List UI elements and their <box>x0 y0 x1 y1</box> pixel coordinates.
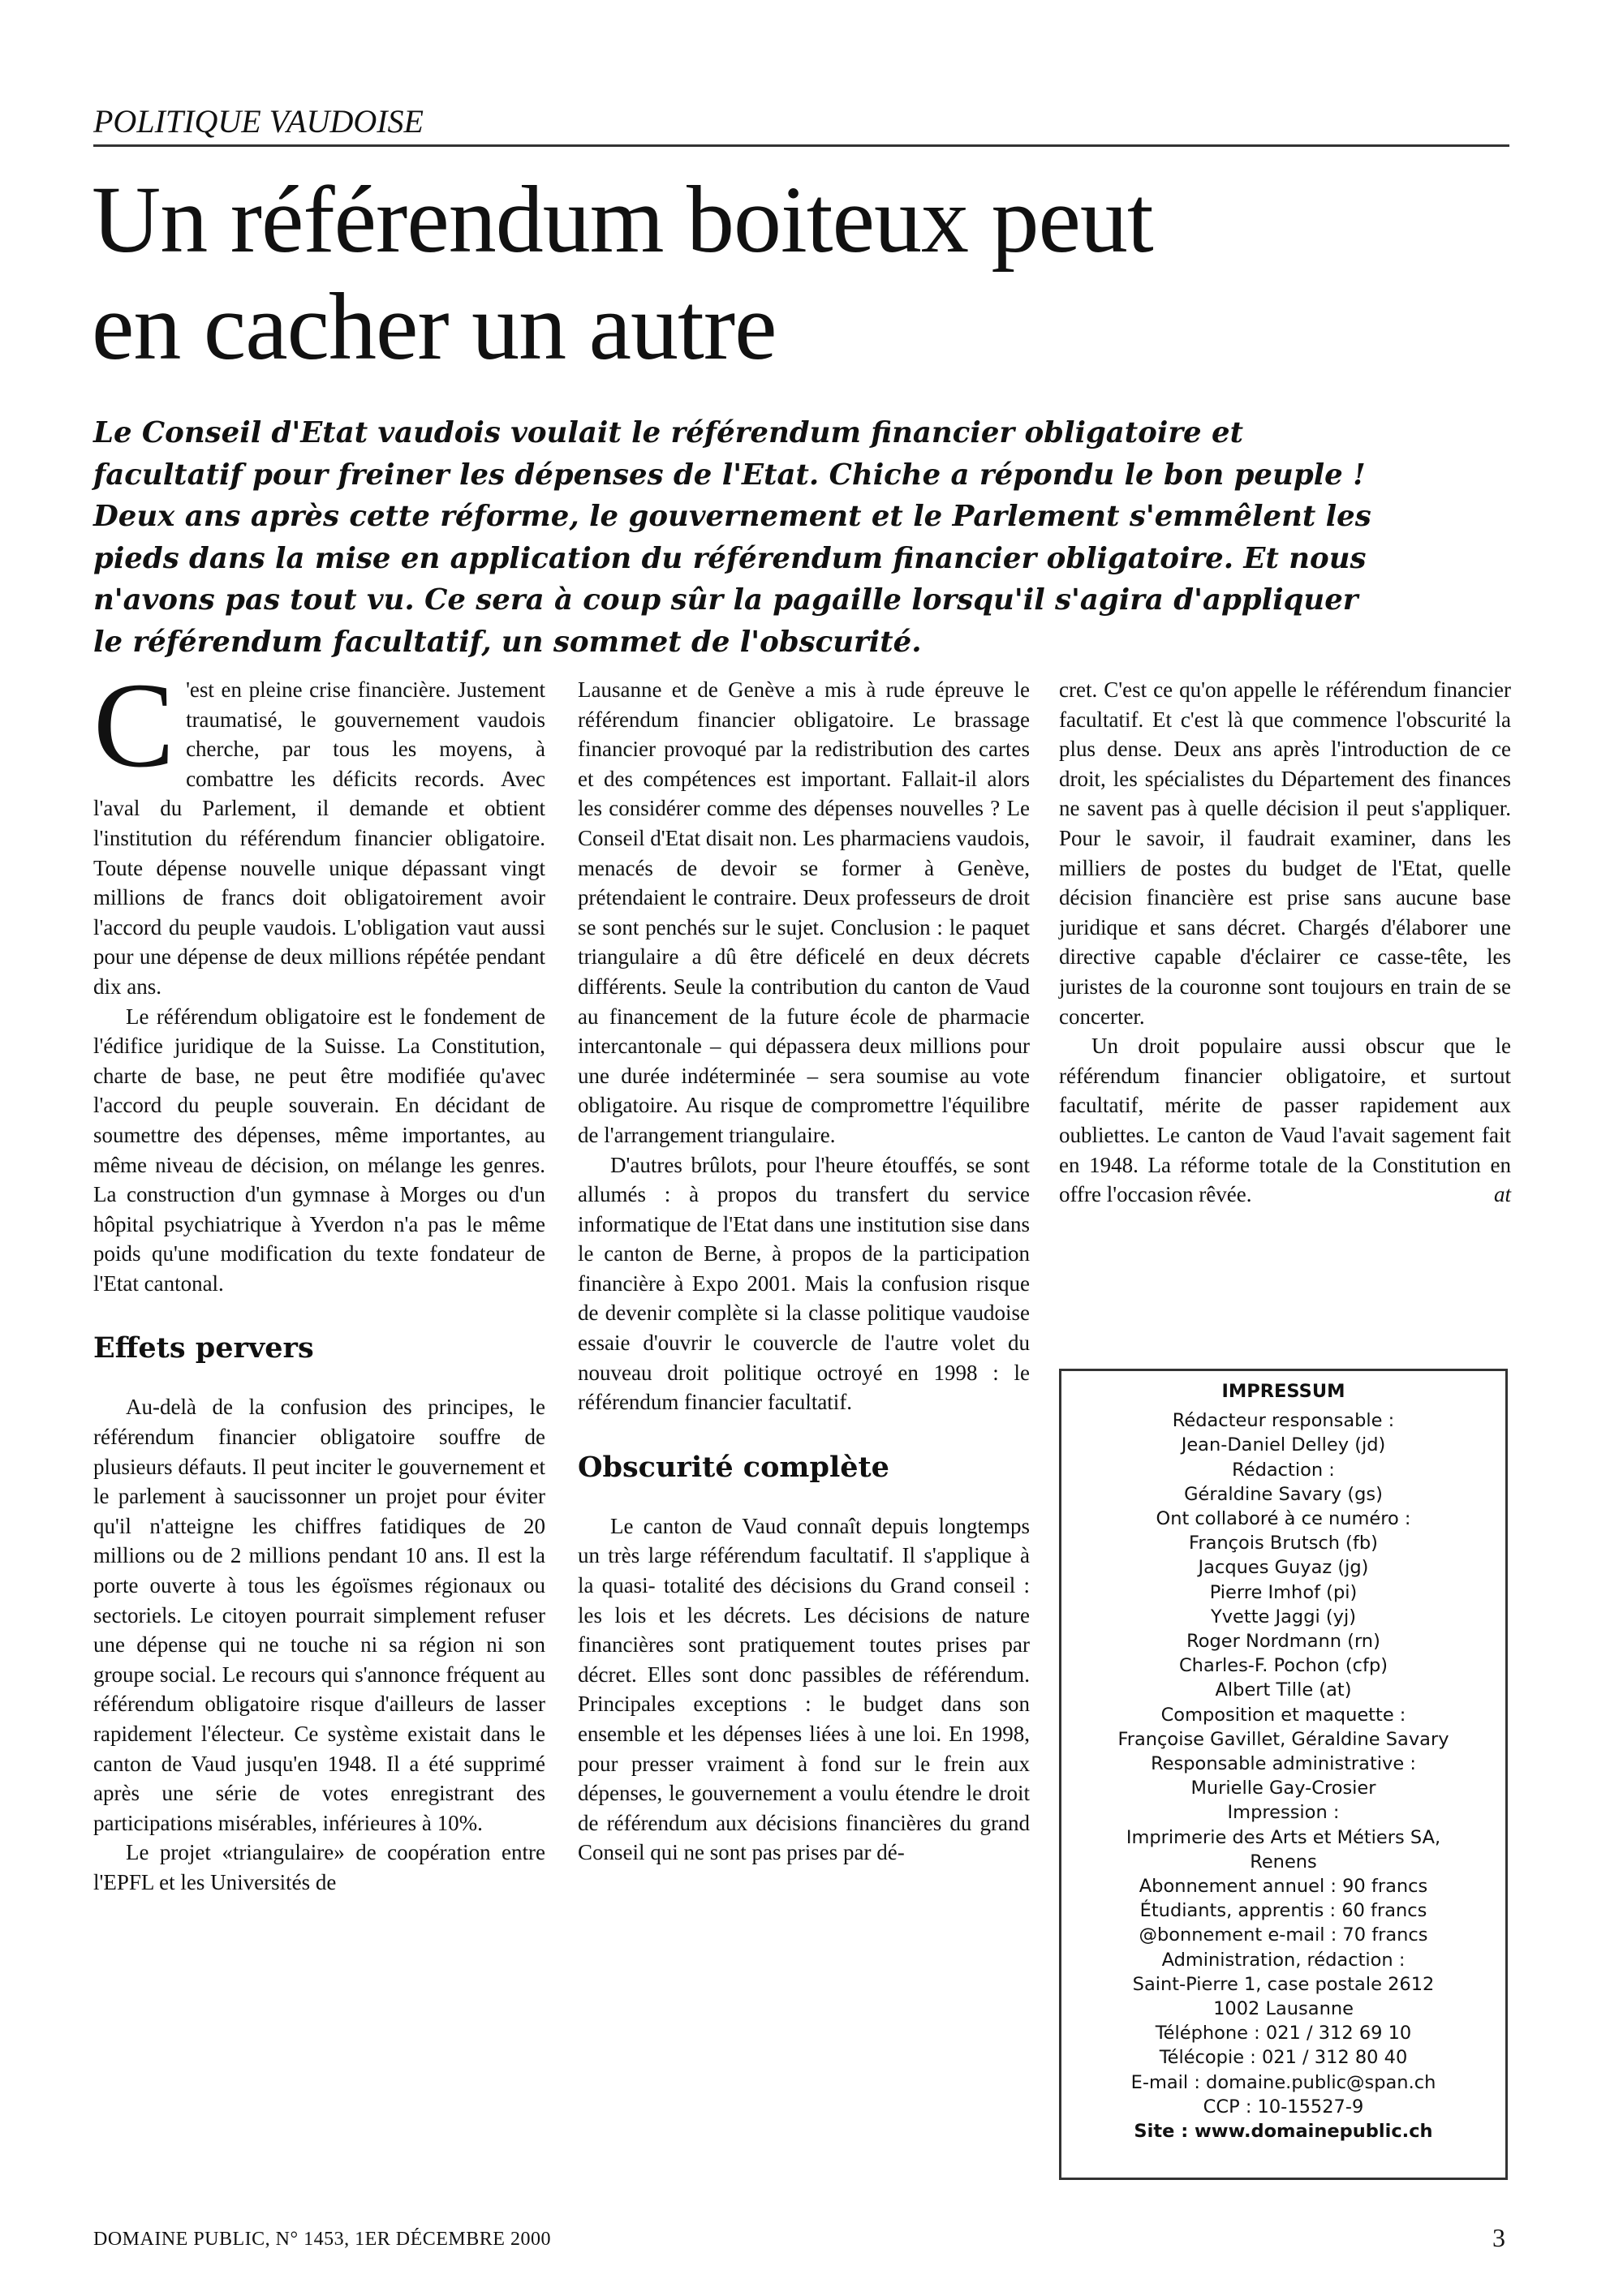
headline-line-2: en cacher un autre <box>92 273 777 380</box>
impressum-line: Yvette Jaggi (yj) <box>1210 1606 1357 1627</box>
impressum-line: Imprimerie des Arts et Métiers SA, <box>1126 1826 1441 1848</box>
impressum-email: E-mail : domaine.public@span.ch <box>1130 2071 1436 2093</box>
impressum-site: Site : www.domainepublic.ch <box>1134 2121 1433 2143</box>
impressum-line: Composition et maquette : <box>1160 1704 1406 1726</box>
impressum-line: Murielle Gay-Crosier <box>1190 1778 1376 1799</box>
author-signature: at <box>1493 1182 1511 1207</box>
impressum-line: Jacques Guyaz (jg) <box>1198 1557 1369 1579</box>
headline-line-1: Un référendum boiteux peut <box>92 166 1153 273</box>
paragraph-2: Le référendum obligatoire est le fondement de l'édifice juridique de la Suisse. La Constitution, charte de base, ne peut être modifiée qu'avec l'accord du peuple souverain. En décidant de soumettre des dépenses, même importantes, au même niveau de décision, on mélange les genres. La construction d'un gymnase à Morges ou d'un hôpital psychiatrique à Yverdon n'a pas le même poids qu'une modification du texte fondateur de l'Etat cantonal. <box>93 1004 545 1296</box>
paragraph-7 <box>1059 1031 1511 1210</box>
impressum-line: Impression : <box>1227 1802 1340 1824</box>
paragraph-1 <box>93 658 545 1002</box>
subheading-obscurite-complete: Obscurité complète <box>578 1450 889 1484</box>
impressum-line: Géraldine Savary (gs) <box>1184 1483 1383 1505</box>
impressum-line: Abonnement annuel : 90 francs <box>1139 1876 1428 1898</box>
paragraph-7-text: Un droit populaire aussi obscur que le référendum financier obligatoire, et surtout facultatif, mérite de passer rapidement aux oubliettes. Le canton de Vaud l'avait sagement fait en 1948. La réforme totale de la Constitution en offre l'occasion rêvée. <box>1059 1034 1511 1207</box>
footer-publication: DOMAINE PUBLIC, N° 1453, 1ER DÉCEMBRE 2000 <box>93 2229 551 2250</box>
impressum-box <box>1059 1369 1508 2180</box>
impressum-line: Étudiants, apprentis : 60 francs <box>1139 1900 1427 1922</box>
article-lead: Le Conseil d'Etat vaudois voulait le référendum financier obligatoire et facultatif pour freiner les dépenses de l'Etat. Chiche a répondu le bon peuple ! Deux ans après cette réforme, le gouvernement et le Parlement s'emmêlent les pieds dans la mise en application du référendum financier obligatoire. Et nous n'avons pas tout vu. Ce sera à coup sûr la pagaille lorsqu'il s'agira d'appliquer le référendum facultatif, un sommet de l'obscurité. <box>93 416 1371 659</box>
impressum-line: Jean-Daniel Delley (jd) <box>1181 1434 1386 1456</box>
paragraph-4-continued: Lausanne et de Genève a mis à rude épreuve le référendum financier obligatoire. Le brassage financier provoqué par la redistribution des cartes et des compétences est important. Fallait-il alors les considérer comme des dépenses nouvelles ? Le Conseil d'Etat disait non. Les pharmaciens vaudois, menacés de devoir se former à Genève, prétendaient le contraire. Deux professeurs de droit se sont penchés sur le sujet. Conclusion : le paquet triangulaire a dû être déficelé en deux décrets différents. Seule la contribution du canton de Vaud au financement de la future école de pharmacie intercantonale – qui dépassera deux millions pour une durée indéterminée – sera soumise au vote obligatoire. Au risque de compromettre l'équilibre de l'arrangement triangulaire. <box>578 677 1030 1147</box>
section-rubric: POLITIQUE VAUDOISE <box>93 102 1509 147</box>
impressum-line: Françoise Gavillet, Géraldine Savary <box>1117 1728 1449 1750</box>
impressum-title: IMPRESSUM <box>1221 1381 1345 1402</box>
impressum-line: 1002 Lausanne <box>1213 1998 1354 2020</box>
impressum-line: Roger Nordmann (rn) <box>1186 1631 1380 1653</box>
impressum-line: Responsable administrative : <box>1151 1753 1416 1775</box>
article-column-3 <box>1059 675 1511 1210</box>
paragraph-3: Au-delà de la confusion des principes, le référendum financier obligatoire souffre de plusieurs défauts. Il peut inciter le gouvernement et le parlement à saucissonner un projet pour éviter qu'il n'atteigne les chiffres fatidiques de 20 millions ou de 2 millions pendant 10 ans. Il est la porte ouverte à tous les égoïsmes régionaux ou sectoriels. Le citoyen pourrait simplement refuser une dépense qui ne touche ni sa région ni son groupe social. Le recours qui s'annonce fréquent au référendum obligatoire risque d'ailleurs de lasser rapidement l'électeur. Ce système existait dans le canton de Vaud jusqu'en 1948. Il a été supprimé après une série de votes enregistrant des participations misérables, inférieures à 10%. <box>93 1395 545 1835</box>
impressum-line: @bonnement e-mail : 70 francs <box>1139 1924 1428 1946</box>
page-number: 3 <box>1492 2223 1505 2252</box>
impressum-line: Charles-F. Pochon (cfp) <box>1178 1655 1388 1677</box>
impressum-line: CCP : 10-15527-9 <box>1203 2096 1364 2118</box>
impressum-line: Ont collaboré à ce numéro : <box>1156 1508 1411 1530</box>
drop-cap: C <box>93 658 175 793</box>
impressum-line: Rédacteur responsable : <box>1172 1410 1395 1432</box>
article-column-1 <box>93 658 545 1898</box>
impressum-line: Saint-Pierre 1, case postale 2612 <box>1132 1973 1435 1995</box>
impressum-line: François Brutsch (fb) <box>1189 1533 1378 1554</box>
impressum-line: Télécopie : 021 / 312 80 40 <box>1159 2047 1408 2069</box>
article-column-2 <box>578 675 1030 1868</box>
paragraph-6-start: Le canton de Vaud connaît depuis longtemps un très large référendum facultatif. Il s'applique à la quasi- totalité des décisions du Grand conseil : les lois et les décrets. Les décisions de nature financières sont pratiquement toutes prises par décret. Elles sont donc passibles de référendum. Principales exceptions : le budget dans son ensemble et les dépenses liées à une loi. En 1998, pour presser vraiment à fond sur le frein aux dépenses, le gouvernement a voulu étendre le droit de référendum aux décisions financières du grand Conseil qui ne sont pas prises par dé- <box>578 1513 1030 1865</box>
impressum-line: Pierre Imhof (pi) <box>1209 1581 1358 1603</box>
paragraph-1-text: 'est en pleine crise financière. Justement traumatisé, le gouvernement vaudois cherche, par tous les moyens, à combattre les déficits records. Avec l'aval du Parlement, il demande et obtient l'institution du référendum financier obligatoire. Toute dépense nouvelle unique dépassant vingt millions de francs doit obligatoirement avoir l'accord du peuple vaudois. L'obligation vaut aussi pour une dépense de deux millions répétée pendant dix ans. <box>93 677 545 999</box>
impressum-line: Albert Tille (at) <box>1215 1679 1352 1701</box>
article-headline <box>92 166 1508 381</box>
paragraph-5: D'autres brûlots, pour l'heure étouffés, se sont allumés : à propos du transfert du service informatique de l'Etat dans une institution sise dans le canton de Berne, à propos de la participation financière à Expo 2001. Mais la confusion risque de devenir complète si la classe politique vaudoise essaie d'ouvrir le couvercle de l'autre volet du nouveau droit politique octroyé en 1998 : le référendum financier facultatif. <box>578 1152 1030 1415</box>
paragraph-6-continued: cret. C'est ce qu'on appelle le référendum financier facultatif. Et c'est là que commence l'obscurité la plus dense. Deux ans après l'introduction de ce droit, les spécialistes du Département des finances ne savent pas à quelle décision il peut s'appliquer. Pour le savoir, il faudrait examiner, dans les milliers de postes du budget de l'Etat, quelle décision financière est prise sans aucune base juridique et sans décret. Chargés d'élaborer une directive capable d'éclairer ce casse-tête, les juristes de la couronne sont toujours en train de se concerter. <box>1059 677 1511 1029</box>
paragraph-4-start: Le projet «triangulaire» de coopération entre l'EPFL et les Universités de <box>93 1840 545 1894</box>
impressum-line: Renens <box>1250 1851 1317 1872</box>
impressum-line: Rédaction : <box>1232 1459 1335 1481</box>
subheading-effets-pervers: Effets pervers <box>93 1331 314 1365</box>
impressum-line: Administration, rédaction : <box>1161 1949 1406 1971</box>
impressum-line: Téléphone : 021 / 312 69 10 <box>1155 2023 1412 2044</box>
